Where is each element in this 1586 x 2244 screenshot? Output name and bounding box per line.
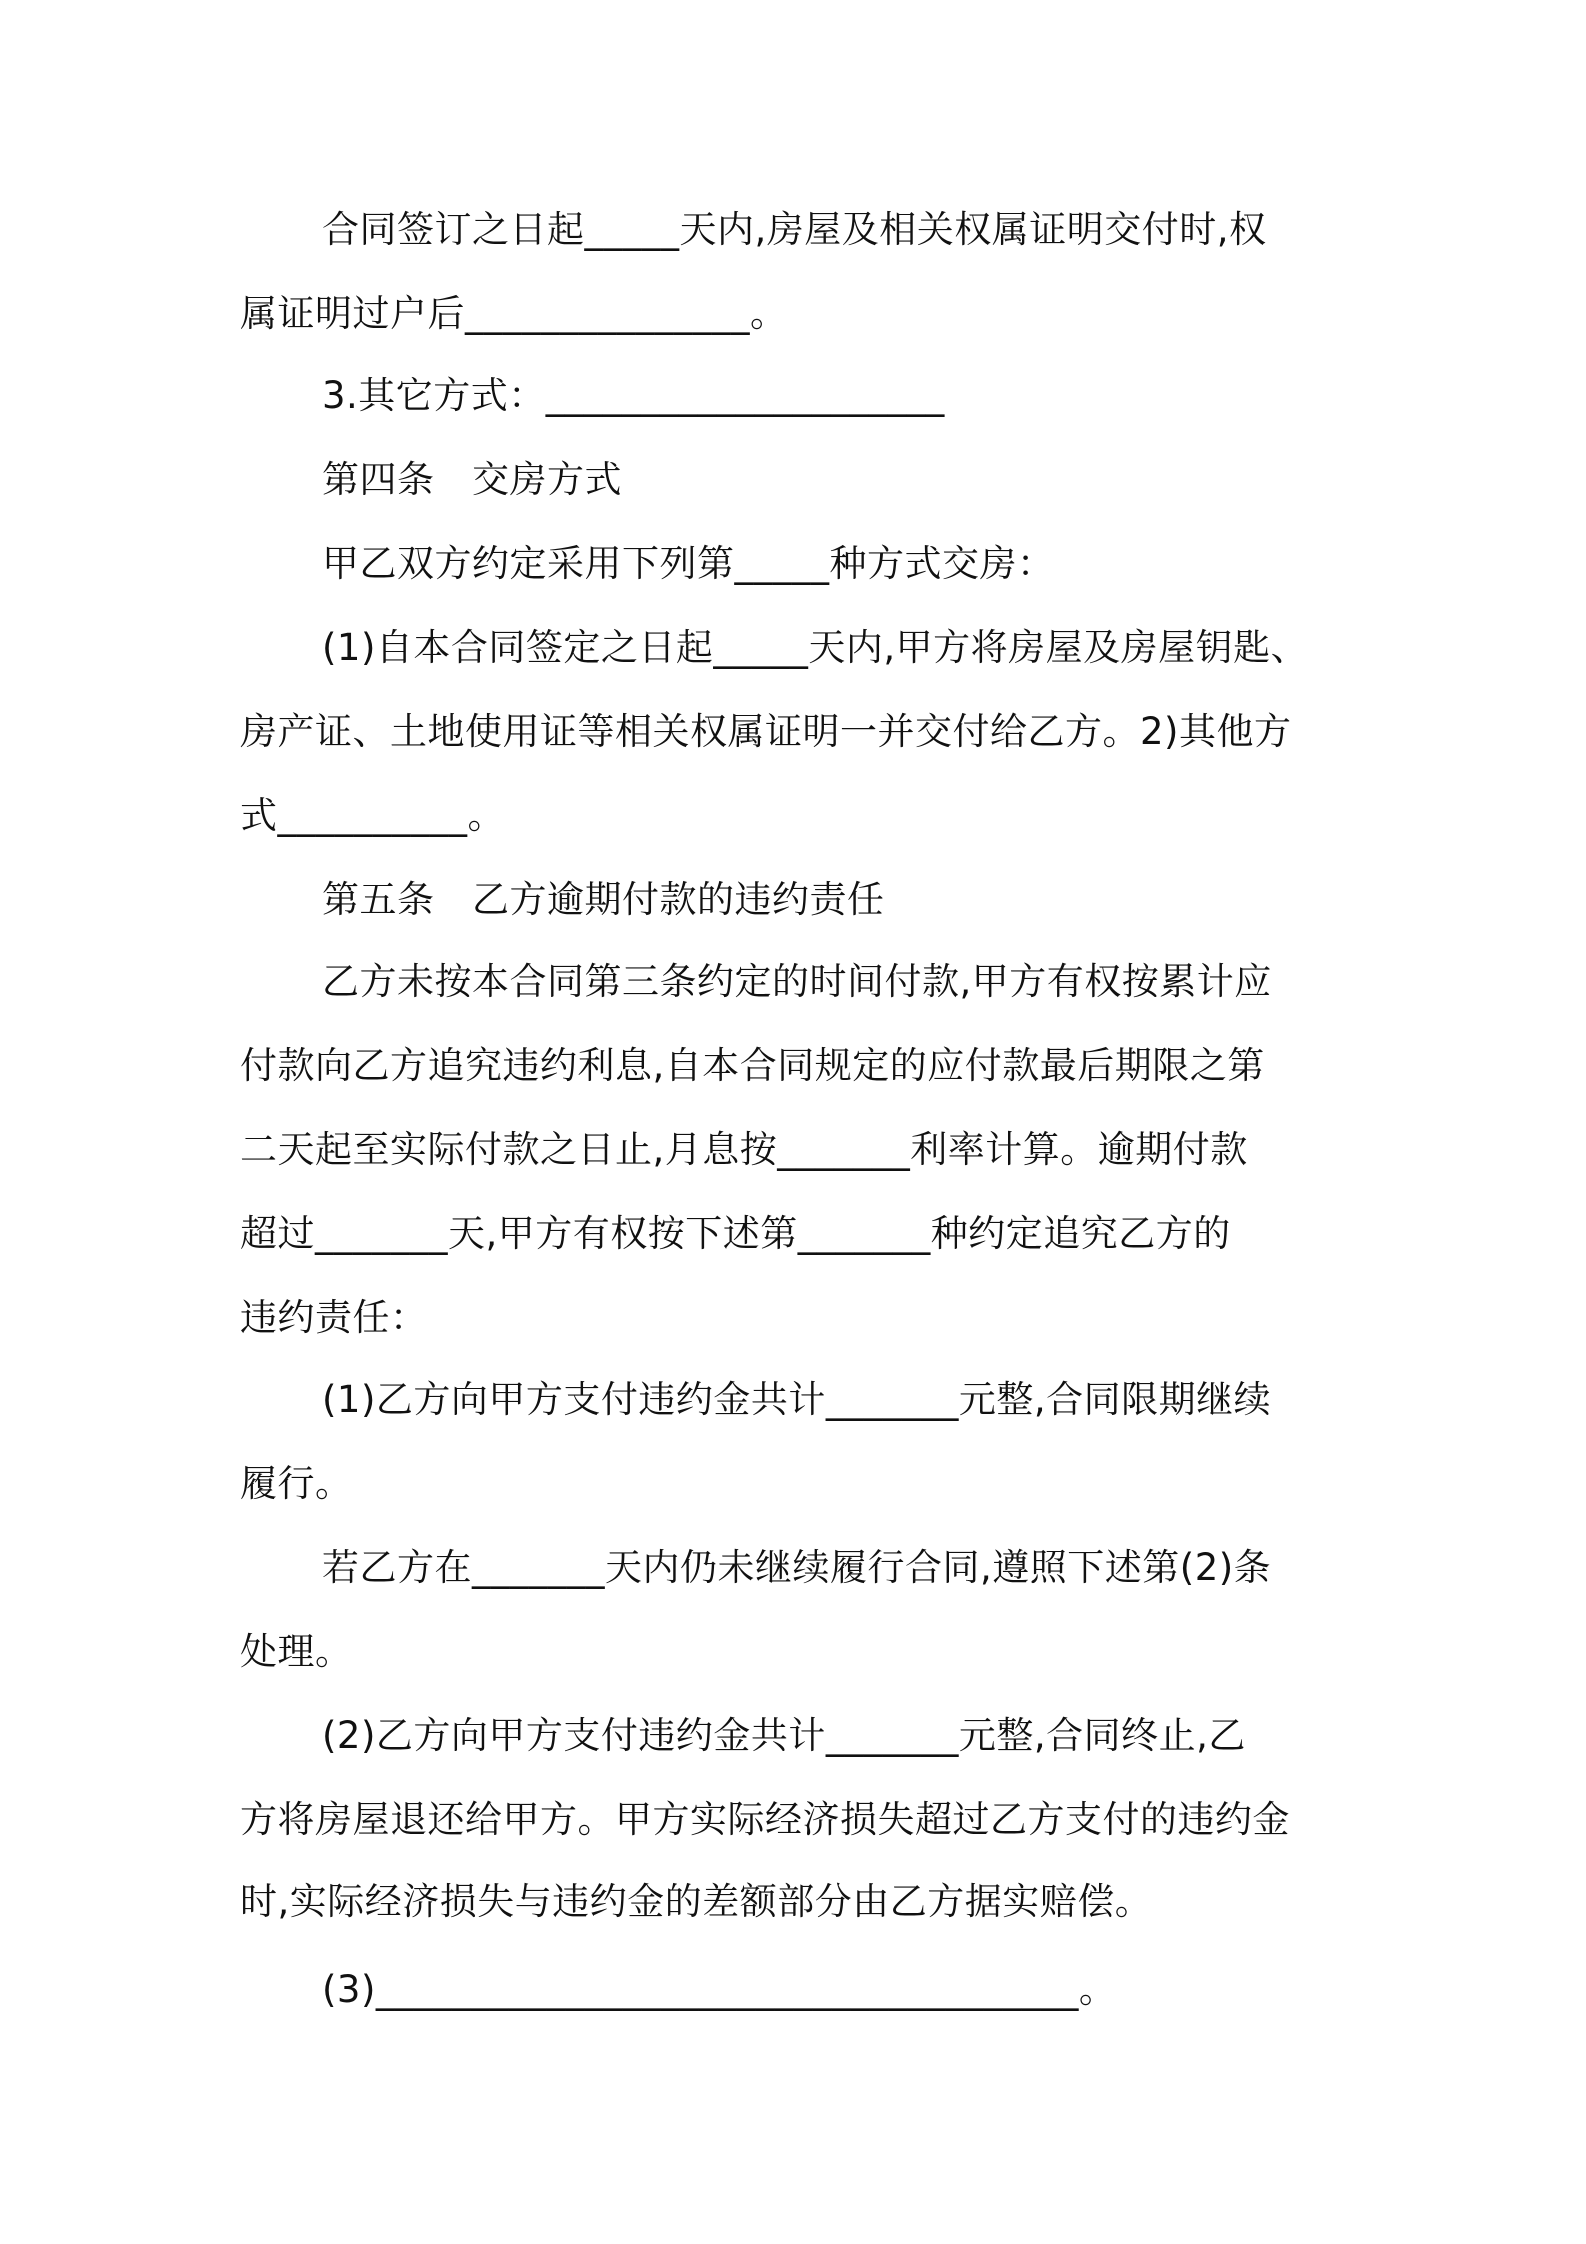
text-line: 式__________。 <box>240 794 505 837</box>
text-line: 乙方未按本合同第三条约定的时间付款,甲方有权按累计应 <box>322 960 1272 1003</box>
section-heading: 第五条 乙方逾期付款的违约责任 <box>322 878 885 921</box>
text-line: 违约责任： <box>240 1296 428 1339</box>
text-line: (3)_____________________________________。 <box>322 1968 1117 2011</box>
text-line: 方将房屋退还给甲方。甲方实际经济损失超过乙方支付的违约金 <box>240 1798 1290 1841</box>
text-line: 合同签订之日起_____天内,房屋及相关权属证明交付时,权 <box>322 208 1267 251</box>
text-line: 二天起至实际付款之日止,月息按_______利率计算。逾期付款 <box>240 1128 1248 1171</box>
text-line: 若乙方在_______天内仍未继续履行合同,遵照下述第(2)条 <box>322 1546 1272 1589</box>
text-line: 付款向乙方追究违约利息,自本合同规定的应付款最后期限之第 <box>240 1044 1265 1087</box>
text-line: 超过_______天,甲方有权按下述第_______种约定追究乙方的 <box>240 1212 1231 1255</box>
text-line: (1)乙方向甲方支付违约金共计_______元整,合同限期继续 <box>322 1378 1272 1421</box>
text-line: 时,实际经济损失与违约金的差额部分由乙方据实赔偿。 <box>240 1880 1153 1923</box>
text-line: 履行。 <box>240 1462 353 1505</box>
text-line: 属证明过户后_______________。 <box>240 292 788 335</box>
section-heading: 第四条 交房方式 <box>322 458 622 501</box>
text-line: 甲乙双方约定采用下列第_____种方式交房： <box>322 542 1055 585</box>
text-line: 处理。 <box>240 1630 353 1673</box>
text-line: (2)乙方向甲方支付违约金共计_______元整,合同终止,乙 <box>322 1714 1246 1757</box>
text-line: 房产证、土地使用证等相关权属证明一并交付给乙方。2)其他方 <box>240 710 1292 753</box>
text-line: 3.其它方式：_____________________ <box>322 374 945 417</box>
text-line: (1)自本合同签定之日起_____天内,甲方将房屋及房屋钥匙、 <box>322 626 1309 669</box>
